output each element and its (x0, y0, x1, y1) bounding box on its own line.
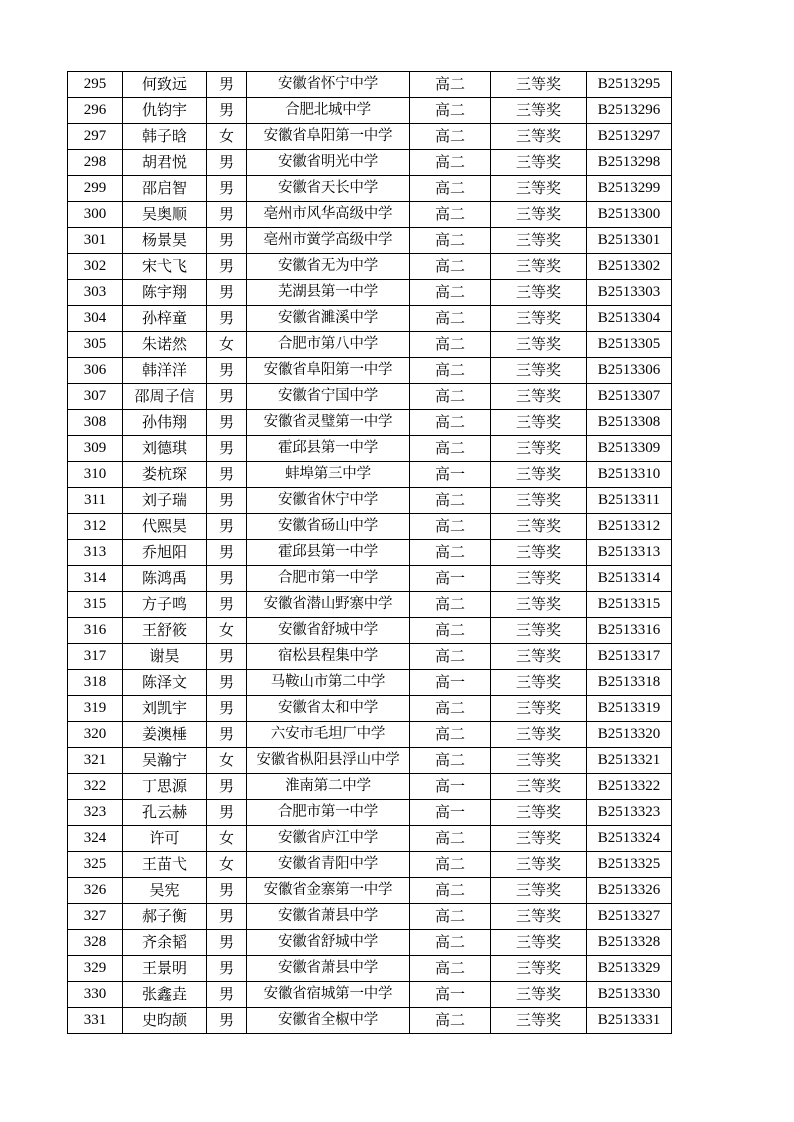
certificate-id-cell: B2513296 (587, 98, 672, 124)
row-number-cell: 310 (68, 462, 123, 488)
student-name-cell: 吴奥顺 (123, 202, 207, 228)
gender-cell: 男 (207, 280, 247, 306)
gender-cell: 男 (207, 696, 247, 722)
table-row (68, 306, 672, 332)
school-cell: 安徽省宁国中学 (247, 384, 410, 410)
certificate-id-cell: B2513325 (587, 852, 672, 878)
award-cell: 三等奖 (491, 956, 587, 982)
table-row (68, 384, 672, 410)
student-name-cell: 史昀颉 (123, 1008, 207, 1034)
table-row (68, 280, 672, 306)
certificate-id-cell: B2513314 (587, 566, 672, 592)
gender-cell: 男 (207, 904, 247, 930)
certificate-id-cell: B2513321 (587, 748, 672, 774)
award-cell: 三等奖 (491, 1008, 587, 1034)
table-row (68, 748, 672, 774)
grade-cell: 高二 (410, 98, 491, 124)
certificate-id-cell: B2513307 (587, 384, 672, 410)
certificate-id-cell: B2513329 (587, 956, 672, 982)
school-cell: 亳州市风华高级中学 (247, 202, 410, 228)
award-cell: 三等奖 (491, 748, 587, 774)
student-name-cell: 孔云赫 (123, 800, 207, 826)
school-cell: 安徽省明光中学 (247, 150, 410, 176)
certificate-id-cell: B2513317 (587, 644, 672, 670)
gender-cell: 男 (207, 488, 247, 514)
table-row (68, 800, 672, 826)
row-number-cell: 311 (68, 488, 123, 514)
student-name-cell: 仇钧宇 (123, 98, 207, 124)
certificate-id-cell: B2513319 (587, 696, 672, 722)
table-row (68, 540, 672, 566)
certificate-id-cell: B2513297 (587, 124, 672, 150)
student-name-cell: 韩洋洋 (123, 358, 207, 384)
grade-cell: 高二 (410, 618, 491, 644)
award-cell: 三等奖 (491, 436, 587, 462)
grade-cell: 高二 (410, 150, 491, 176)
gender-cell: 男 (207, 644, 247, 670)
table-row (68, 462, 672, 488)
row-number-cell: 307 (68, 384, 123, 410)
gender-cell: 男 (207, 306, 247, 332)
grade-cell: 高二 (410, 384, 491, 410)
student-name-cell: 许可 (123, 826, 207, 852)
table-row (68, 1008, 672, 1034)
grade-cell: 高二 (410, 176, 491, 202)
award-cell: 三等奖 (491, 410, 587, 436)
student-name-cell: 陈泽文 (123, 670, 207, 696)
certificate-id-cell: B2513298 (587, 150, 672, 176)
award-cell: 三等奖 (491, 618, 587, 644)
award-cell: 三等奖 (491, 514, 587, 540)
gender-cell: 女 (207, 852, 247, 878)
school-cell: 六安市毛坦厂中学 (247, 722, 410, 748)
certificate-id-cell: B2513305 (587, 332, 672, 358)
school-cell: 亳州市黉学高级中学 (247, 228, 410, 254)
grade-cell: 高一 (410, 566, 491, 592)
gender-cell: 女 (207, 332, 247, 358)
award-cell: 三等奖 (491, 176, 587, 202)
grade-cell: 高二 (410, 540, 491, 566)
gender-cell: 男 (207, 670, 247, 696)
student-name-cell: 姜澳棰 (123, 722, 207, 748)
school-cell: 安徽省怀宁中学 (247, 72, 410, 98)
gender-cell: 男 (207, 410, 247, 436)
gender-cell: 男 (207, 514, 247, 540)
gender-cell: 男 (207, 722, 247, 748)
grade-cell: 高二 (410, 436, 491, 462)
gender-cell: 男 (207, 176, 247, 202)
gender-cell: 男 (207, 384, 247, 410)
grade-cell: 高一 (410, 982, 491, 1008)
school-cell: 霍邱县第一中学 (247, 436, 410, 462)
table-row (68, 488, 672, 514)
row-number-cell: 296 (68, 98, 123, 124)
student-name-cell: 娄杭琛 (123, 462, 207, 488)
gender-cell: 男 (207, 540, 247, 566)
award-cell: 三等奖 (491, 72, 587, 98)
student-name-cell: 吴瀚宁 (123, 748, 207, 774)
award-cell: 三等奖 (491, 774, 587, 800)
student-name-cell: 朱诺然 (123, 332, 207, 358)
grade-cell: 高一 (410, 670, 491, 696)
grade-cell: 高二 (410, 410, 491, 436)
table-row (68, 98, 672, 124)
school-cell: 安徽省无为中学 (247, 254, 410, 280)
row-number-cell: 301 (68, 228, 123, 254)
table-row (68, 592, 672, 618)
row-number-cell: 315 (68, 592, 123, 618)
grade-cell: 高二 (410, 644, 491, 670)
certificate-id-cell: B2513318 (587, 670, 672, 696)
certificate-id-cell: B2513303 (587, 280, 672, 306)
student-name-cell: 乔旭阳 (123, 540, 207, 566)
certificate-id-cell: B2513320 (587, 722, 672, 748)
certificate-id-cell: B2513326 (587, 878, 672, 904)
award-cell: 三等奖 (491, 488, 587, 514)
student-name-cell: 孙梓童 (123, 306, 207, 332)
grade-cell: 高二 (410, 514, 491, 540)
certificate-id-cell: B2513310 (587, 462, 672, 488)
certificate-id-cell: B2513301 (587, 228, 672, 254)
school-cell: 安徽省青阳中学 (247, 852, 410, 878)
certificate-id-cell: B2513328 (587, 930, 672, 956)
table-row (68, 254, 672, 280)
student-name-cell: 邵启智 (123, 176, 207, 202)
student-name-cell: 陈宇翔 (123, 280, 207, 306)
school-cell: 合肥市第一中学 (247, 566, 410, 592)
row-number-cell: 297 (68, 124, 123, 150)
certificate-id-cell: B2513299 (587, 176, 672, 202)
row-number-cell: 308 (68, 410, 123, 436)
school-cell: 合肥北城中学 (247, 98, 410, 124)
award-cell: 三等奖 (491, 644, 587, 670)
row-number-cell: 317 (68, 644, 123, 670)
award-cell: 三等奖 (491, 306, 587, 332)
gender-cell: 男 (207, 72, 247, 98)
student-name-cell: 宋弋飞 (123, 254, 207, 280)
award-cell: 三等奖 (491, 800, 587, 826)
student-name-cell: 杨景昊 (123, 228, 207, 254)
certificate-id-cell: B2513308 (587, 410, 672, 436)
gender-cell: 女 (207, 748, 247, 774)
student-name-cell: 陈鸿禹 (123, 566, 207, 592)
award-cell: 三等奖 (491, 930, 587, 956)
student-name-cell: 刘德琪 (123, 436, 207, 462)
gender-cell: 男 (207, 566, 247, 592)
grade-cell: 高二 (410, 488, 491, 514)
gender-cell: 男 (207, 202, 247, 228)
gender-cell: 男 (207, 358, 247, 384)
gender-cell: 男 (207, 774, 247, 800)
school-cell: 淮南第二中学 (247, 774, 410, 800)
award-cell: 三等奖 (491, 228, 587, 254)
school-cell: 安徽省庐江中学 (247, 826, 410, 852)
row-number-cell: 299 (68, 176, 123, 202)
table-row (68, 618, 672, 644)
student-name-cell: 张鑫垚 (123, 982, 207, 1008)
grade-cell: 高二 (410, 306, 491, 332)
student-name-cell: 胡君悦 (123, 150, 207, 176)
student-name-cell: 王苗弋 (123, 852, 207, 878)
table-row (68, 176, 672, 202)
row-number-cell: 330 (68, 982, 123, 1008)
grade-cell: 高二 (410, 592, 491, 618)
grade-cell: 高二 (410, 228, 491, 254)
certificate-id-cell: B2513311 (587, 488, 672, 514)
award-cell: 三等奖 (491, 202, 587, 228)
certificate-id-cell: B2513309 (587, 436, 672, 462)
award-cell: 三等奖 (491, 722, 587, 748)
table-row (68, 644, 672, 670)
row-number-cell: 306 (68, 358, 123, 384)
student-name-cell: 邵周子信 (123, 384, 207, 410)
school-cell: 宿松县程集中学 (247, 644, 410, 670)
school-cell: 芜湖县第一中学 (247, 280, 410, 306)
school-cell: 安徽省金寨第一中学 (247, 878, 410, 904)
certificate-id-cell: B2513302 (587, 254, 672, 280)
table-row (68, 904, 672, 930)
school-cell: 安徽省萧县中学 (247, 956, 410, 982)
award-cell: 三等奖 (491, 878, 587, 904)
grade-cell: 高二 (410, 878, 491, 904)
row-number-cell: 302 (68, 254, 123, 280)
table-row (68, 930, 672, 956)
table-row (68, 722, 672, 748)
award-cell: 三等奖 (491, 384, 587, 410)
school-cell: 安徽省灵璧第一中学 (247, 410, 410, 436)
student-name-cell: 王舒筱 (123, 618, 207, 644)
row-number-cell: 320 (68, 722, 123, 748)
student-name-cell: 齐余韬 (123, 930, 207, 956)
row-number-cell: 298 (68, 150, 123, 176)
certificate-id-cell: B2513300 (587, 202, 672, 228)
school-cell: 安徽省宿城第一中学 (247, 982, 410, 1008)
grade-cell: 高二 (410, 72, 491, 98)
certificate-id-cell: B2513331 (587, 1008, 672, 1034)
student-name-cell: 代熙昊 (123, 514, 207, 540)
grade-cell: 高二 (410, 1008, 491, 1034)
row-number-cell: 313 (68, 540, 123, 566)
table-row (68, 696, 672, 722)
award-cell: 三等奖 (491, 358, 587, 384)
certificate-id-cell: B2513306 (587, 358, 672, 384)
gender-cell: 男 (207, 228, 247, 254)
school-cell: 合肥市第八中学 (247, 332, 410, 358)
row-number-cell: 325 (68, 852, 123, 878)
student-name-cell: 孙伟翔 (123, 410, 207, 436)
gender-cell: 男 (207, 254, 247, 280)
table-row (68, 358, 672, 384)
student-name-cell: 王景明 (123, 956, 207, 982)
grade-cell: 高二 (410, 852, 491, 878)
gender-cell: 男 (207, 592, 247, 618)
student-name-cell: 丁思源 (123, 774, 207, 800)
award-cell: 三等奖 (491, 852, 587, 878)
student-name-cell: 刘子瑞 (123, 488, 207, 514)
award-cell: 三等奖 (491, 98, 587, 124)
certificate-id-cell: B2513324 (587, 826, 672, 852)
certificate-id-cell: B2513327 (587, 904, 672, 930)
student-name-cell: 何致远 (123, 72, 207, 98)
certificate-id-cell: B2513323 (587, 800, 672, 826)
school-cell: 安徽省潜山野寨中学 (247, 592, 410, 618)
row-number-cell: 314 (68, 566, 123, 592)
table-row (68, 124, 672, 150)
certificate-id-cell: B2513330 (587, 982, 672, 1008)
school-cell: 安徽省太和中学 (247, 696, 410, 722)
grade-cell: 高二 (410, 358, 491, 384)
table-row (68, 514, 672, 540)
gender-cell: 男 (207, 878, 247, 904)
school-cell: 安徽省舒城中学 (247, 618, 410, 644)
row-number-cell: 323 (68, 800, 123, 826)
certificate-id-cell: B2513304 (587, 306, 672, 332)
award-cell: 三等奖 (491, 150, 587, 176)
row-number-cell: 326 (68, 878, 123, 904)
certificate-id-cell: B2513315 (587, 592, 672, 618)
grade-cell: 高一 (410, 800, 491, 826)
row-number-cell: 322 (68, 774, 123, 800)
row-number-cell: 312 (68, 514, 123, 540)
gender-cell: 男 (207, 956, 247, 982)
grade-cell: 高二 (410, 826, 491, 852)
award-cell: 三等奖 (491, 670, 587, 696)
grade-cell: 高二 (410, 748, 491, 774)
student-name-cell: 韩子晗 (123, 124, 207, 150)
certificate-id-cell: B2513295 (587, 72, 672, 98)
table-row (68, 228, 672, 254)
row-number-cell: 295 (68, 72, 123, 98)
gender-cell: 男 (207, 930, 247, 956)
school-cell: 安徽省濉溪中学 (247, 306, 410, 332)
grade-cell: 高二 (410, 722, 491, 748)
table-row (68, 670, 672, 696)
grade-cell: 高二 (410, 332, 491, 358)
grade-cell: 高二 (410, 124, 491, 150)
row-number-cell: 309 (68, 436, 123, 462)
table-row (68, 826, 672, 852)
award-cell: 三等奖 (491, 904, 587, 930)
award-table-body (68, 72, 672, 1034)
school-cell: 安徽省砀山中学 (247, 514, 410, 540)
school-cell: 合肥市第一中学 (247, 800, 410, 826)
row-number-cell: 300 (68, 202, 123, 228)
school-cell: 霍邱县第一中学 (247, 540, 410, 566)
grade-cell: 高二 (410, 956, 491, 982)
student-name-cell: 刘凯宇 (123, 696, 207, 722)
grade-cell: 高一 (410, 462, 491, 488)
award-cell: 三等奖 (491, 826, 587, 852)
grade-cell: 高二 (410, 930, 491, 956)
certificate-id-cell: B2513312 (587, 514, 672, 540)
certificate-id-cell: B2513322 (587, 774, 672, 800)
school-cell: 安徽省天长中学 (247, 176, 410, 202)
table-row (68, 72, 672, 98)
table-row (68, 410, 672, 436)
gender-cell: 男 (207, 800, 247, 826)
school-cell: 安徽省休宁中学 (247, 488, 410, 514)
award-cell: 三等奖 (491, 982, 587, 1008)
row-number-cell: 319 (68, 696, 123, 722)
table-row (68, 878, 672, 904)
table-row (68, 332, 672, 358)
row-number-cell: 318 (68, 670, 123, 696)
grade-cell: 高二 (410, 904, 491, 930)
row-number-cell: 321 (68, 748, 123, 774)
table-row (68, 852, 672, 878)
award-cell: 三等奖 (491, 540, 587, 566)
grade-cell: 高二 (410, 202, 491, 228)
award-cell: 三等奖 (491, 124, 587, 150)
table-row (68, 436, 672, 462)
student-name-cell: 吴宪 (123, 878, 207, 904)
row-number-cell: 303 (68, 280, 123, 306)
table-row (68, 982, 672, 1008)
student-name-cell: 方子鸣 (123, 592, 207, 618)
grade-cell: 高二 (410, 254, 491, 280)
certificate-id-cell: B2513316 (587, 618, 672, 644)
award-cell: 三等奖 (491, 462, 587, 488)
school-cell: 安徽省枞阳县浮山中学 (247, 748, 410, 774)
row-number-cell: 328 (68, 930, 123, 956)
row-number-cell: 329 (68, 956, 123, 982)
award-cell: 三等奖 (491, 592, 587, 618)
row-number-cell: 304 (68, 306, 123, 332)
gender-cell: 男 (207, 1008, 247, 1034)
grade-cell: 高一 (410, 774, 491, 800)
student-name-cell: 郝子衡 (123, 904, 207, 930)
table-row (68, 566, 672, 592)
table-row (68, 202, 672, 228)
school-cell: 马鞍山市第二中学 (247, 670, 410, 696)
school-cell: 安徽省全椒中学 (247, 1008, 410, 1034)
school-cell: 安徽省阜阳第一中学 (247, 124, 410, 150)
row-number-cell: 327 (68, 904, 123, 930)
row-number-cell: 305 (68, 332, 123, 358)
table-row (68, 150, 672, 176)
gender-cell: 男 (207, 462, 247, 488)
gender-cell: 男 (207, 98, 247, 124)
award-cell: 三等奖 (491, 254, 587, 280)
table-row (68, 774, 672, 800)
award-table (67, 71, 672, 1034)
award-cell: 三等奖 (491, 332, 587, 358)
award-cell: 三等奖 (491, 696, 587, 722)
school-cell: 蚌埠第三中学 (247, 462, 410, 488)
school-cell: 安徽省舒城中学 (247, 930, 410, 956)
school-cell: 安徽省阜阳第一中学 (247, 358, 410, 384)
row-number-cell: 324 (68, 826, 123, 852)
table-row (68, 956, 672, 982)
grade-cell: 高二 (410, 696, 491, 722)
grade-cell: 高二 (410, 280, 491, 306)
gender-cell: 女 (207, 826, 247, 852)
student-name-cell: 谢昊 (123, 644, 207, 670)
award-cell: 三等奖 (491, 280, 587, 306)
gender-cell: 女 (207, 124, 247, 150)
gender-cell: 男 (207, 436, 247, 462)
row-number-cell: 316 (68, 618, 123, 644)
row-number-cell: 331 (68, 1008, 123, 1034)
certificate-id-cell: B2513313 (587, 540, 672, 566)
award-cell: 三等奖 (491, 566, 587, 592)
gender-cell: 男 (207, 982, 247, 1008)
gender-cell: 男 (207, 150, 247, 176)
gender-cell: 女 (207, 618, 247, 644)
school-cell: 安徽省萧县中学 (247, 904, 410, 930)
